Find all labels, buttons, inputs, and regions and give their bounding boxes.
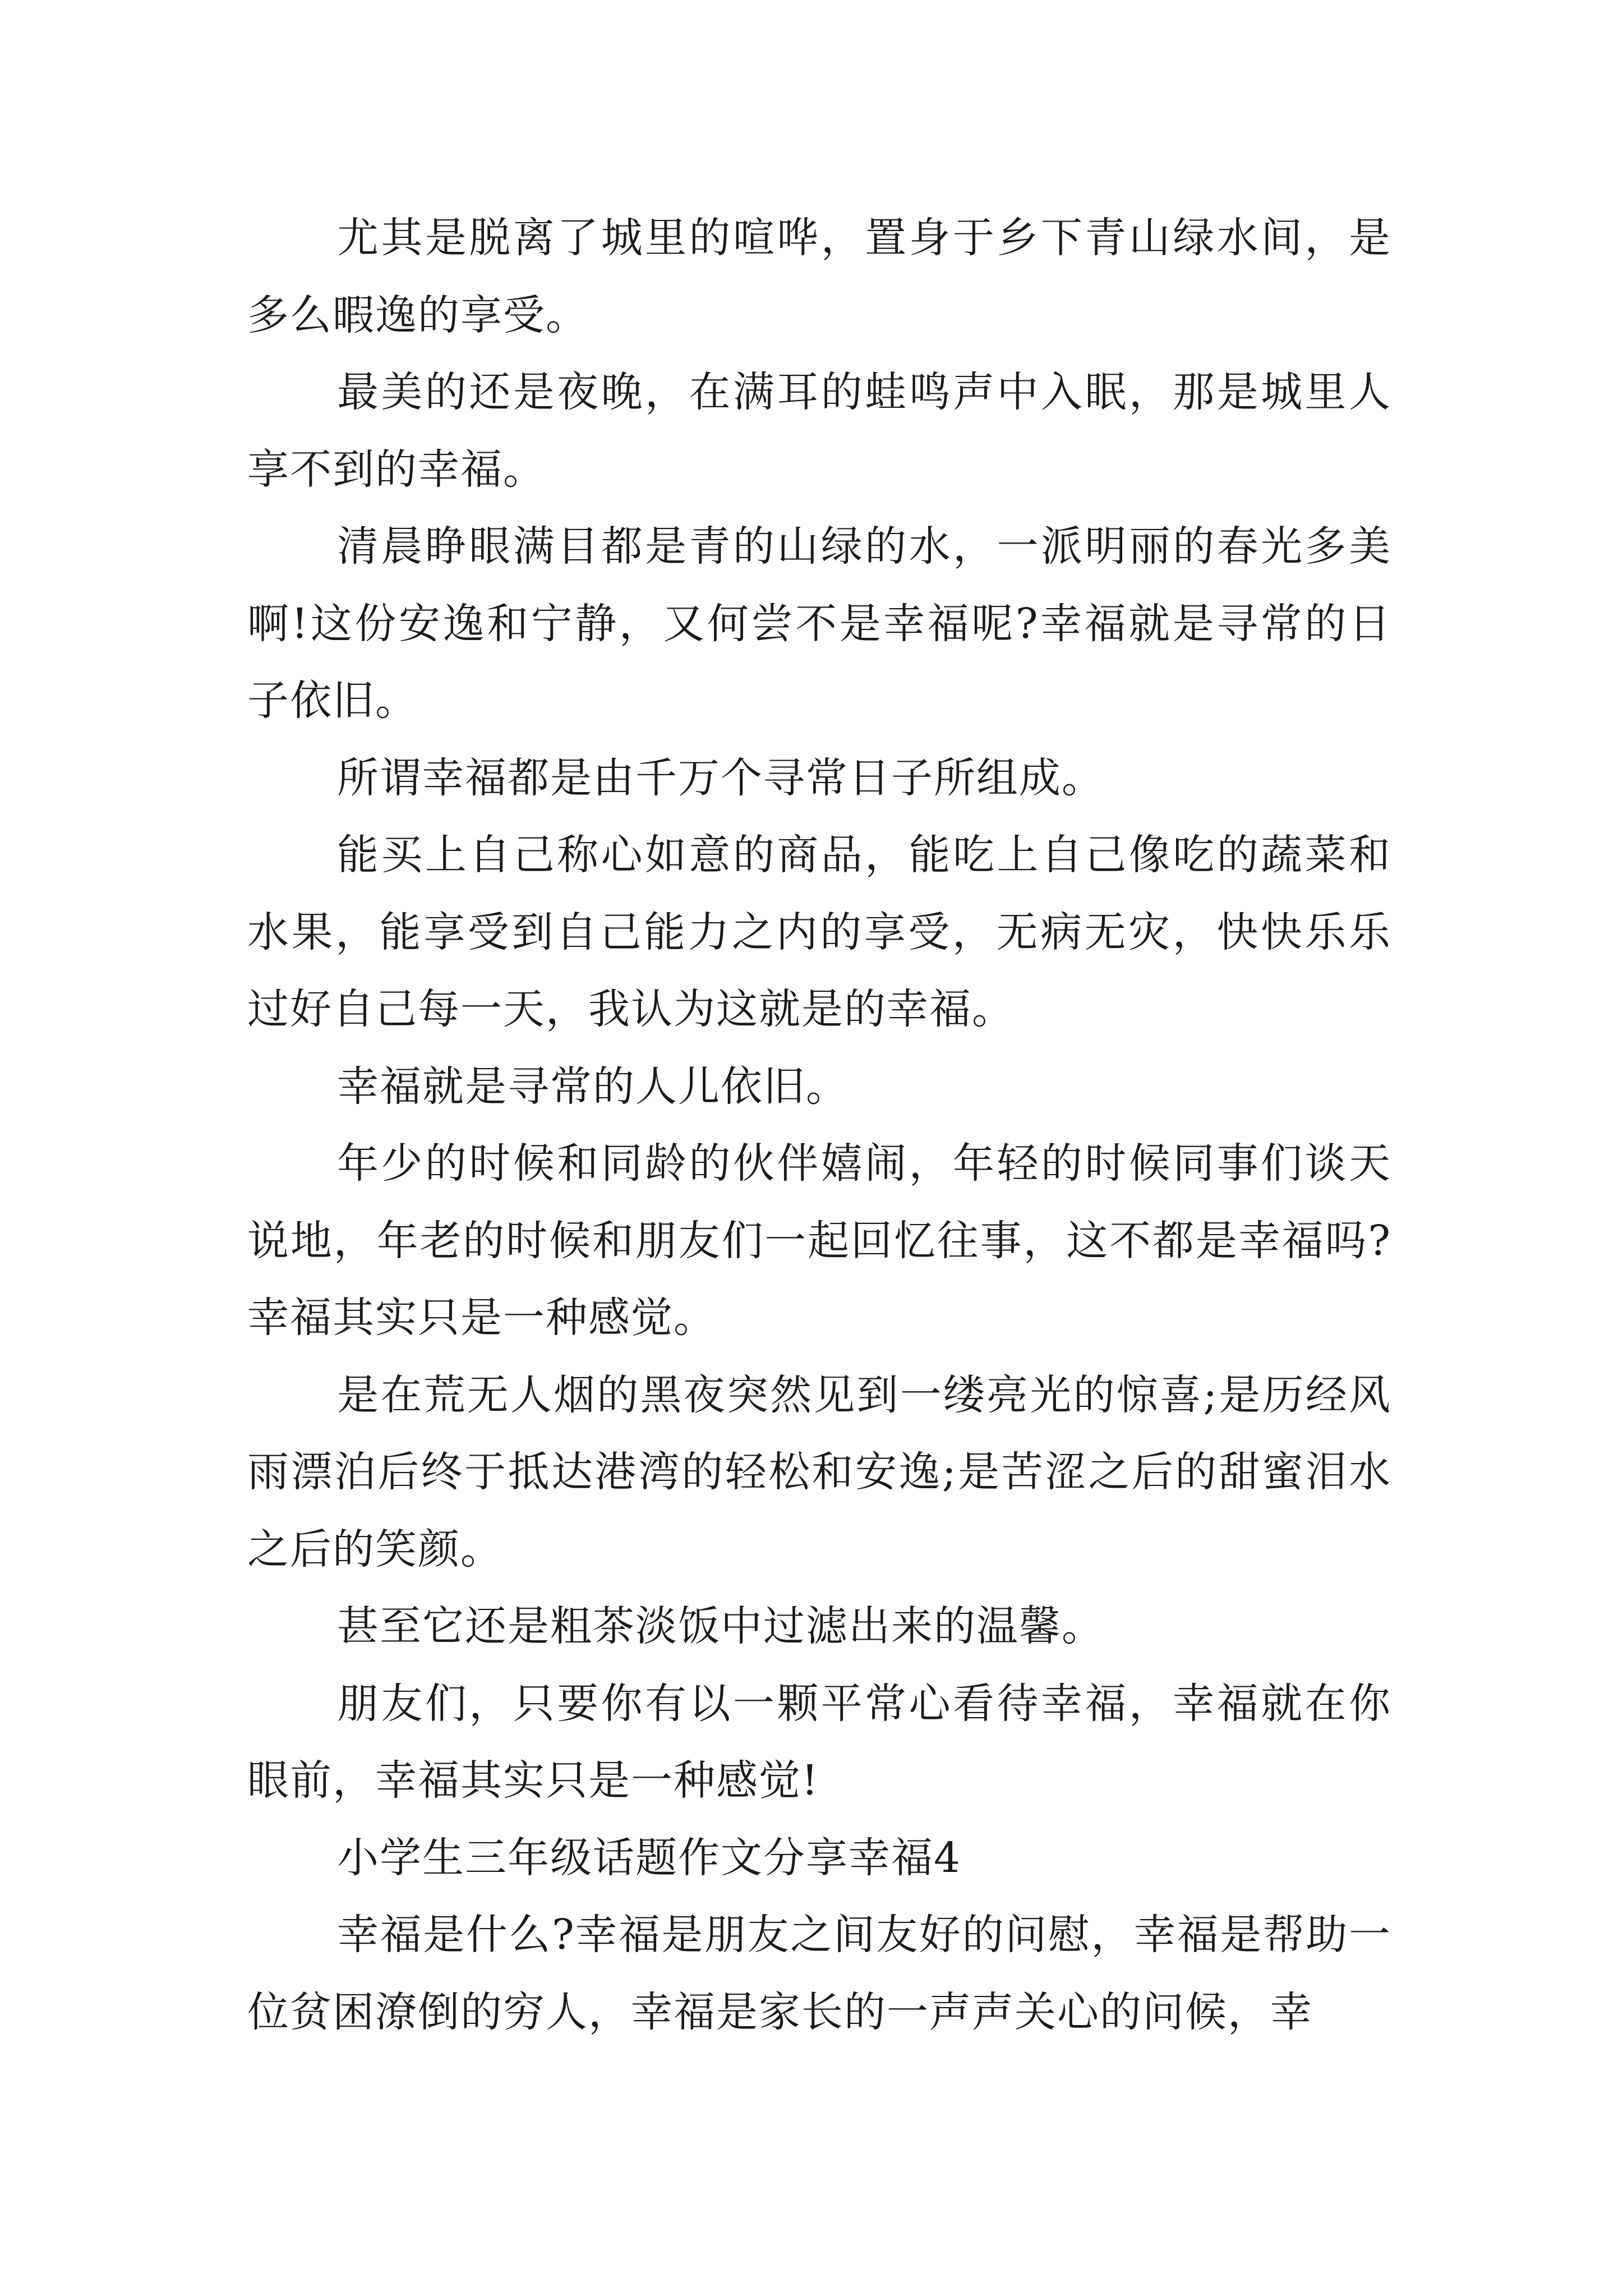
paragraph-10: 朋友们，只要你有以一颗平常心看待幸福，幸福就在你眼前，幸福其实只是一种感觉! <box>247 1679 1391 1805</box>
paragraph-1: 尤其是脱离了城里的喧哗，置身于乡下青山绿水间，是多么暇逸的享受。 <box>247 214 1391 339</box>
section-heading: 小学生三年级话题作文分享幸福4 <box>337 1833 962 1882</box>
paragraph-11: 幸福是什么?幸福是朋友之间友好的问慰，幸福是帮助一位贫困潦倒的穷人，幸福是家长的一声声关心的问候，幸 <box>247 1911 1391 2036</box>
paragraph-3: 清晨睁眼满目都是青的山绿的水，一派明丽的春光多美啊!这份安逸和宁静，又何尝不是幸福呢?幸福就是寻常的日子依旧。 <box>247 522 1391 725</box>
paragraph-8: 是在荒无人烟的黑夜突然见到一缕亮光的惊喜;是历经风雨漂泊后终于抵达港湾的轻松和安逸;是苦涩之后的甜蜜泪水之后的笑颜。 <box>247 1370 1391 1573</box>
document-body <box>247 200 1391 2051</box>
paragraph-6: 幸福就是寻常的人儿依旧。 <box>337 1062 849 1111</box>
paragraph-9: 甚至它还是粗茶淡饭中过滤出来的温馨。 <box>337 1602 1104 1650</box>
paragraph-5: 能买上自己称心如意的商品，能吃上自己像吃的蔬菜和水果，能享受到自己能力之内的享受，无病无灾，快快乐乐过好自己每一天，我认为这就是的幸福。 <box>247 831 1391 1033</box>
paragraph-7: 年少的时候和同龄的伙伴嬉闹，年轻的时候同事们谈天说地，年老的时候和朋友们一起回忆往事，这不都是幸福吗?幸福其实只是一种感觉。 <box>247 1139 1391 1342</box>
paragraph-2: 最美的还是夜晚，在满耳的蛙鸣声中入眠，那是城里人享不到的幸福。 <box>247 368 1391 494</box>
paragraph-4: 所谓幸福都是由千万个寻常日子所组成。 <box>337 753 1104 802</box>
